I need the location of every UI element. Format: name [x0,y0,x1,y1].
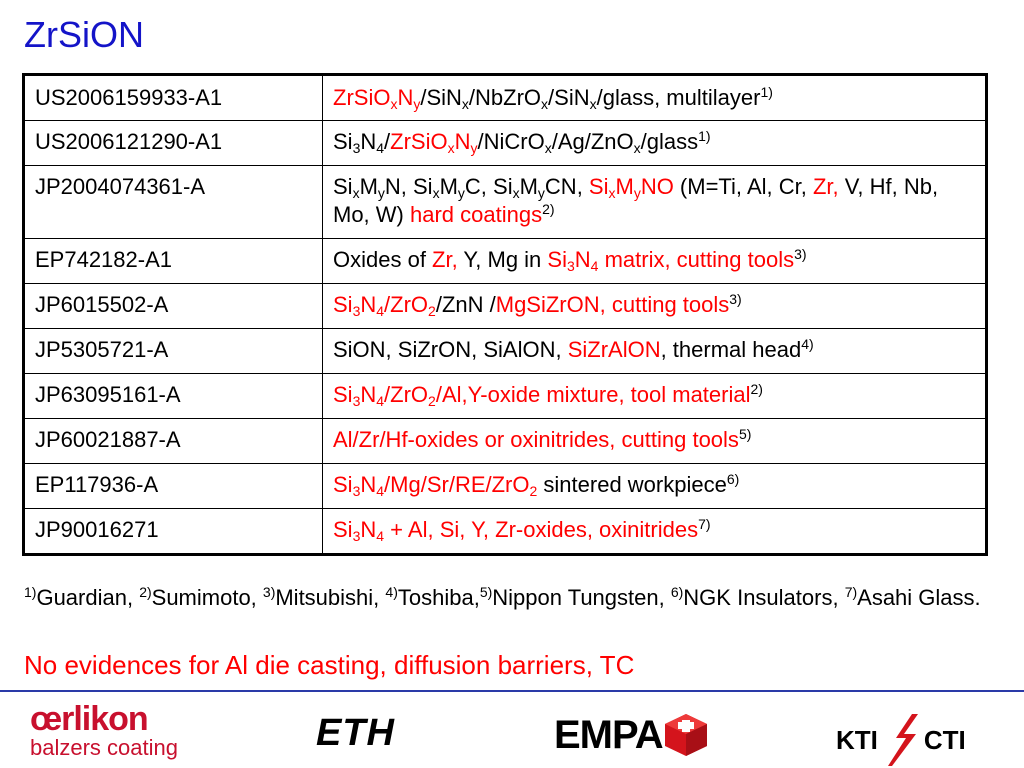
footer-divider [0,690,1024,692]
reference-marker: 5) [479,584,493,600]
description-fragment: Oxides of [333,247,433,272]
description-fragment: 3 [352,393,361,409]
description-fragment: 3 [352,483,361,499]
description-fragment: 4 [376,393,385,409]
description-fragment: matrix, cutting tools [598,247,795,272]
description-fragment: x [352,185,360,201]
patent-description [323,464,987,509]
patent-description [323,75,987,121]
patent-number: US2006121290-A1 [24,121,323,166]
description-fragment: / [384,129,391,154]
description-fragment: /glass [640,129,699,154]
description-fragment: N [360,382,377,407]
patent-description [323,284,987,329]
description-fragment: x [541,96,549,112]
oerlikon-logo [30,702,178,760]
description-fragment: Si [333,382,353,407]
description-fragment: N [574,247,591,272]
description-fragment: C, Si [464,174,513,199]
cti-label: CTI [923,724,966,755]
description-fragment: /ZnN / [435,292,496,317]
patent-description [323,239,987,284]
patent-number: JP90016271 [24,509,323,555]
description-fragment: y [413,96,421,112]
reference-marker: 2) [542,201,555,217]
reference-marker: 2) [750,381,763,397]
description-fragment: Y, Mg in [457,247,548,272]
description-fragment: 2 [428,393,436,409]
reference-marker: 7) [844,584,858,600]
patent-description [323,329,987,374]
patent-number: JP2004074361-A [24,166,323,239]
description-fragment: x [432,185,440,201]
table-row [24,419,987,464]
kti-cti-logo [836,712,966,768]
description-fragment: /ZrO [384,382,429,407]
description-fragment: /glass, multilayer [596,85,761,110]
description-fragment: y [633,185,641,201]
reference-marker: 1) [698,128,711,144]
description-fragment: M [519,174,538,199]
patent-number: EP117936-A [24,464,323,509]
description-fragment: /Al,Y-oxide mixture, tool material [435,382,751,407]
description-fragment: x [390,96,398,112]
description-fragment: y [470,140,478,156]
description-fragment: 4 [590,258,599,274]
empa-wordmark: EMPA [554,712,663,757]
table-row [24,374,987,419]
reference-marker: 3) [262,584,276,600]
reference-marker: 7) [698,516,711,532]
description-fragment: /SiN [548,85,590,110]
empa-logo [554,712,709,758]
description-fragment: /NbZrO [468,85,542,110]
description-fragment: Si [333,517,353,542]
patent-number: JP60021887-A [24,419,323,464]
description-fragment: (M=Ti, Al, Cr, [673,174,813,199]
patent-description [323,121,987,166]
description-fragment: 3 [352,528,361,544]
reference-marker: 2) [139,584,152,600]
reference-company: Nippon Tungsten, [492,585,671,610]
description-fragment: Si [547,247,567,272]
reference-company: Guardian, [36,585,140,610]
description-fragment: y [457,185,465,201]
description-fragment: x [544,140,552,156]
swiss-cube-icon [663,712,709,758]
table-row [24,329,987,374]
reference-marker: 3) [729,291,742,307]
description-fragment: + Al, Si, Y, Zr-oxides, oxinitrides [384,517,699,542]
kti-label: KTI [836,724,878,755]
description-fragment: /SiN [420,85,462,110]
description-fragment: 4 [376,303,385,319]
description-fragment: 2 [529,483,538,499]
description-fragment: M [439,174,458,199]
description-fragment: Si [588,174,609,199]
description-fragment: SiZrAlON [567,337,661,362]
description-fragment: CN, [544,174,589,199]
patent-description [323,509,987,555]
description-fragment: MgSiZrON, cutting tools [495,292,730,317]
description-fragment: N [454,129,471,154]
patent-number: EP742182-A1 [24,239,323,284]
oerlikon-subtitle: balzers coating [30,735,178,760]
reference-company: Mitsubishi, [275,585,386,610]
description-fragment: V, Hf, Nb, Mo, W) [333,174,939,227]
description-fragment: x [461,96,469,112]
description-fragment: y [537,185,545,201]
description-fragment: 3 [566,258,575,274]
description-fragment: SiON, SiZrON, SiAlON, [333,337,568,362]
description-fragment: /ZrO [384,292,429,317]
table-row [24,121,987,166]
description-fragment: Zr, [432,247,458,272]
description-fragment: 4 [376,483,385,499]
description-fragment: N [360,129,377,154]
description-fragment: Si [333,472,353,497]
reference-company: Sumimoto, [151,585,263,610]
description-fragment: 3 [352,303,361,319]
description-fragment: 3 [352,140,361,156]
description-fragment: N [360,517,377,542]
reference-marker: 1) [760,84,773,100]
conclusion-text: No evidences for Al die casting, diffusion barriers, TC [24,650,635,680]
description-fragment: x [512,185,520,201]
reference-marker: 3) [794,246,807,262]
oerlikon-brand-name: œrlikon [30,700,148,738]
description-fragment: ZrSiO [333,85,391,110]
table-row [24,166,987,239]
reference-marker: 4) [801,336,814,352]
reference-marker: 4) [385,584,398,600]
description-fragment: y [377,185,385,201]
patent-table [22,73,988,556]
description-fragment: N [360,472,377,497]
description-fragment: /NiCrO [477,129,545,154]
description-fragment: 4 [376,528,385,544]
description-fragment: N [360,292,377,317]
description-fragment: Al/Zr/Hf-oxides or oxinitrides, cutting tools [333,427,739,452]
reference-marker: 5) [738,426,752,442]
description-fragment: x [608,185,616,201]
description-fragment: NO [640,174,674,199]
reference-company: NGK Insulators, [683,585,845,610]
description-fragment: N, Si [384,174,433,199]
description-fragment: sintered workpiece [537,472,727,497]
table-row [24,75,987,121]
description-fragment: hard coatings [410,202,543,227]
references [24,582,1004,613]
description-fragment: ZrSiO [390,129,448,154]
lightning-mark-icon [882,712,920,768]
reference-marker: 6) [670,584,684,600]
description-fragment: x [589,96,597,112]
patent-description [323,419,987,464]
patent-description [323,166,987,239]
reference-company: Toshiba, [397,585,480,610]
description-fragment: /Mg/Sr/RE/ZrO [384,472,530,497]
patent-number: JP6015502-A [24,284,323,329]
description-fragment: Si [333,174,353,199]
patent-number: US2006159933-A1 [24,75,323,121]
patent-number: JP5305721-A [24,329,323,374]
patent-description [323,374,987,419]
description-fragment: Zr, [812,174,839,199]
description-fragment: , thermal head [660,337,802,362]
description-fragment: x [633,140,641,156]
reference-marker: 6) [726,471,740,487]
description-fragment: Si [333,129,353,154]
table-row [24,509,987,555]
description-fragment: x [447,140,455,156]
description-fragment: M [615,174,634,199]
table-row [24,464,987,509]
description-fragment: 4 [376,140,385,156]
description-fragment: Si [333,292,353,317]
description-fragment: M [359,174,378,199]
eth-logo: ETH [316,712,395,754]
description-fragment: N [397,85,414,110]
reference-marker: 1) [24,584,37,600]
description-fragment: /Ag/ZnO [551,129,634,154]
page-title: ZrSiON [24,14,144,55]
table-row [24,284,987,329]
patent-number: JP63095161-A [24,374,323,419]
reference-company: Asahi Glass. [857,585,981,610]
table-row [24,239,987,284]
description-fragment: 2 [428,303,436,319]
